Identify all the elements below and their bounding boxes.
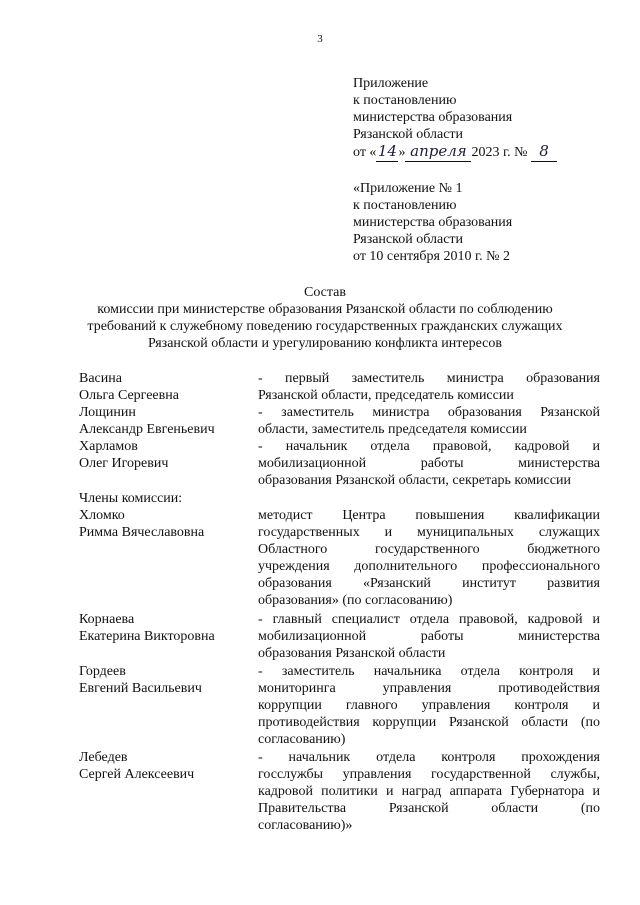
handwritten-month: апреля: [410, 142, 467, 160]
member-name: Хломко Римма Вячеславовна: [79, 508, 205, 540]
title-heading: Состав: [303, 285, 346, 300]
member-name: Лебедев Сергей Алексеевич: [79, 750, 195, 782]
appendix-line: Приложение: [353, 76, 429, 91]
appendix-line: Рязанской области: [353, 127, 464, 142]
original-appendix-header: [353, 180, 623, 265]
title-line: комиссии при министерстве образования Рязанской области по соблюдению: [97, 302, 553, 317]
member-name: Корнаева Екатерина Викторовна: [79, 612, 215, 644]
appendix-header: [353, 75, 623, 162]
date-prefix: от «: [353, 145, 377, 160]
member-name: Харламов Олег Игоревич: [79, 439, 169, 471]
members-label: Члены комиссии:: [79, 491, 183, 506]
member-role: - начальник отдела правовой, кадровой и мобилизационной работы министерства образования Рязанской области, секретарь комиссии: [258, 439, 600, 488]
appendix-orig-line: к постановлению: [353, 198, 457, 213]
appendix-line: к постановлению: [353, 93, 457, 108]
member-role: - начальник отдела контроля прохождения госслужбы управления государственной службы, кадровой политики и наград аппарата Губернатора и Правительства Рязанской области (по согласованию)»: [258, 750, 600, 833]
member-name: Гордеев Евгений Васильевич: [79, 664, 202, 696]
page-number: 3: [317, 33, 323, 45]
date-suffix: 2023 г. №: [471, 145, 528, 160]
member-role: - первый заместитель министра образования Рязанской области, председатель комиссии: [258, 371, 600, 403]
member-name: Васина Ольга Сергеевна: [79, 371, 179, 403]
appendix-orig-line: министерства образования: [353, 215, 513, 230]
title-line: Рязанской области и урегулированию конфликта интересов: [147, 336, 503, 351]
handwritten-day: 14: [377, 142, 397, 160]
appendix-orig-line: Рязанской области: [353, 232, 464, 247]
handwritten-number: 8: [539, 142, 549, 160]
appendix-orig-line: от 10 сентября 2010 г. № 2: [353, 249, 510, 264]
appendix-line: министерства образования: [353, 110, 513, 125]
appendix-date-line: [353, 143, 623, 162]
document-title: [40, 284, 610, 352]
member-role: методист Центра повышения квалификации государственных и муниципальных служащих Областного государственного бюджетного учреждения дополнительного профессионального образования «Рязанский институт развития образования» (по согласованию): [258, 508, 600, 608]
member-role: - заместитель министра образования Рязанской области, заместитель председателя комиссии: [258, 405, 600, 437]
date-mid: »: [398, 145, 406, 160]
member-name: Лощинин Александр Евгеньевич: [79, 405, 215, 437]
appendix-orig-line: «Приложение № 1: [353, 181, 463, 196]
member-role: - главный специалист отдела правовой, кадровой и мобилизационной работы министерства образования Рязанской области: [258, 612, 600, 661]
member-role: - заместитель начальника отдела контроля и мониторинга управления противодействия коррупции главного управления контроля и противодействия коррупции Рязанской области (по согласованию): [258, 664, 600, 747]
title-line: требований к служебному поведению государственных гражданских служащих: [87, 319, 563, 334]
